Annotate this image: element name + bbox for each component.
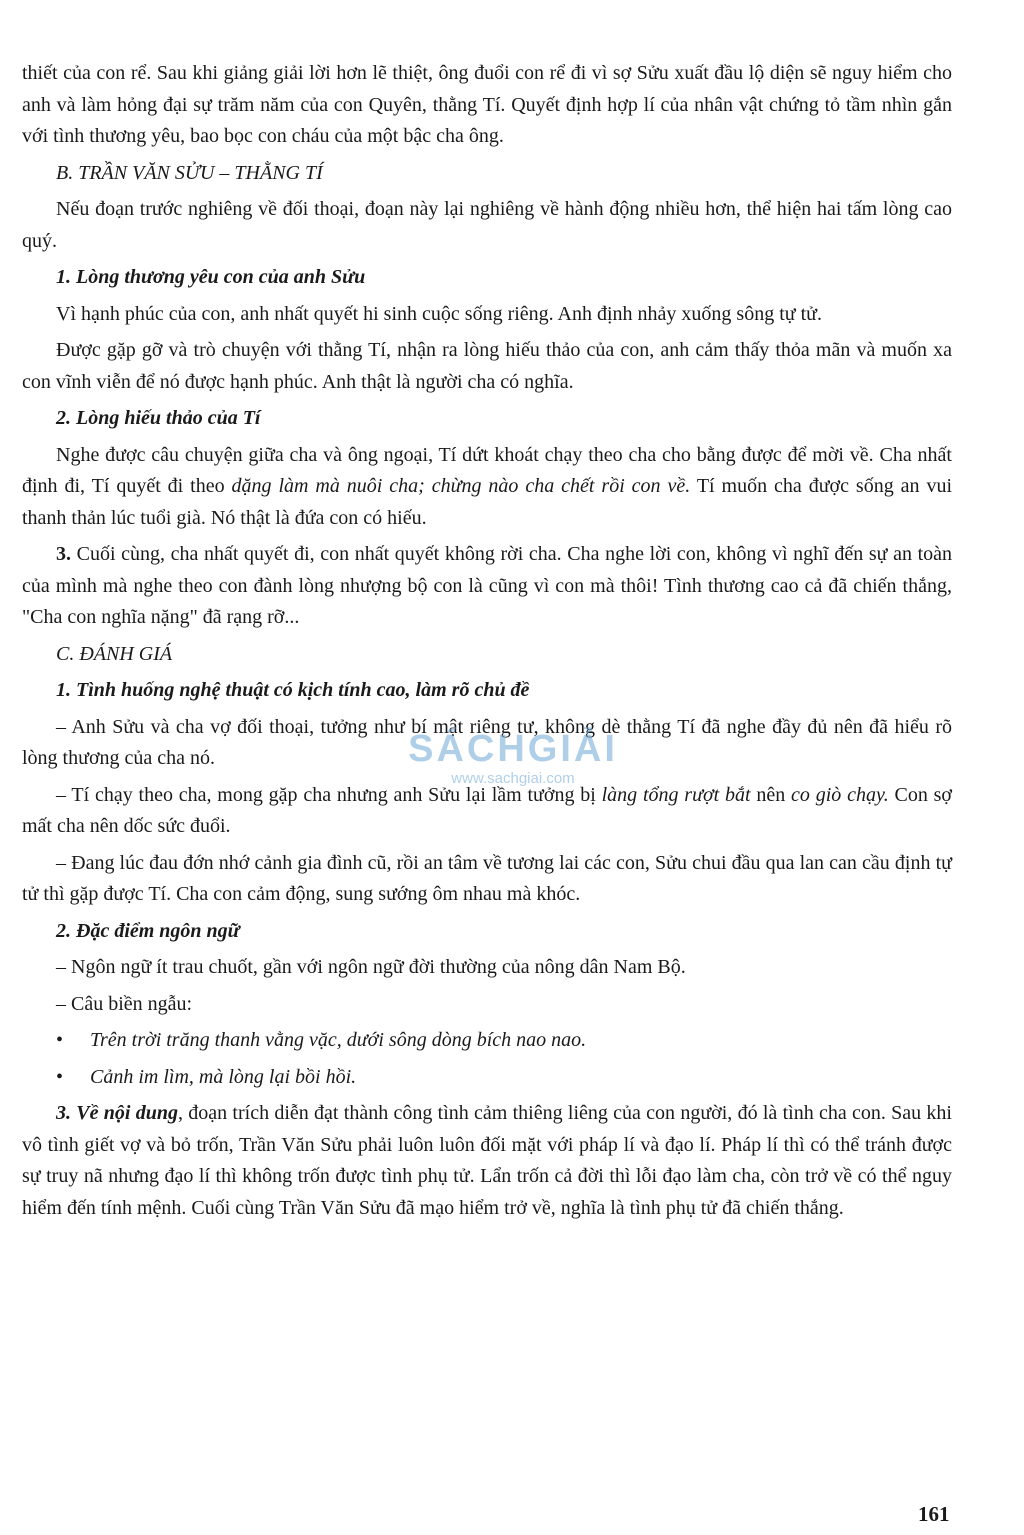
text-run: Tí muốn cha được sống an vui thanh thản lúc tuổi già. Nó thật là đứa con có hiếu. xyxy=(22,475,952,529)
quote-italic: co giò chạy. xyxy=(791,783,889,806)
dash-item-5: – Câu biền ngẫu: xyxy=(56,992,193,1015)
bullet-text: Trên trời trăng thanh vằng vặc, dưới sông dòng bích nao nao. xyxy=(90,1029,587,1051)
page-number: 161 xyxy=(918,1502,950,1526)
text-run: , đoạn trích diễn đạt thành công tình cảm thiêng liêng của con người, đó là tình cha con. Sau khi vô tình giết vợ và bỏ trốn, Trần Văn Sửu phải luôn luôn đối mặt với pháp lí và đạo lí. Pháp lí thì có thể tránh được sự truy nã nhưng đạo lí thì không trốn được tình phụ tử. Lẩn trốn cả đời thì lỗi đạo làm cha, còn trở về có thể nguy hiểm đến tính mệnh. Cuối cùng Trần Văn Sửu đã mạo hiểm trở về, nghĩa là tình phụ tử đã chiến thắng. xyxy=(22,1102,952,1219)
paragraph-b2 xyxy=(22,440,952,535)
watermark-url: www.sachgiai.com xyxy=(451,770,575,787)
dash-item-4: – Ngôn ngữ ít trau chuốt, gần với ngôn ngữ đời thường của nông dân Nam Bộ. xyxy=(56,956,686,978)
dash-item-2 xyxy=(22,780,952,843)
paragraph-c3 xyxy=(22,1098,952,1224)
bullet-item-1 xyxy=(22,1025,952,1057)
inline-heading: 3. Về nội dung xyxy=(56,1102,178,1124)
quote-italic: làng tổng rượt bắt xyxy=(601,783,751,806)
dash-item-1: – Anh Sửu và cha vợ đối thoại, tưởng như bí mật riêng tư, không dè thằng Tí đã nghe đầy đủ nên đã hiểu rõ lòng thương của cha nó. xyxy=(22,715,952,769)
paragraph-intro: thiết của con rể. Sau khi giảng giải lời hơn lẽ thiệt, ông đuổi con rể đi vì sợ Sửu xuất đầu lộ diện sẽ nguy hiểm cho anh và làm hỏng đại sự trăm năm của con Quyên, thằng Tí. Quyết định hợp lí của nhân vật chứng tỏ tầm nhìn gắn với tình thương yêu, bao bọc con cháu của một bậc cha ông. xyxy=(22,62,952,147)
bullet-icon: • xyxy=(56,1065,64,1088)
subheading-c1: 1. Tình huống nghệ thuật có kịch tính cao, làm rõ chủ đề xyxy=(56,679,530,701)
section-heading-b: B. TRẦN VĂN SỬU – THẰNG TÍ xyxy=(56,161,323,184)
bullet-icon: • xyxy=(56,1029,64,1051)
text-run: Nghe được câu chuyện giữa cha và ông ngoại, Tí dứt khoát chạy theo cha cho bằng được để mời về. Cha nhất định đi, Tí quyết đi theo xyxy=(22,443,952,497)
text-run: nên xyxy=(750,783,792,806)
section-heading-c: C. ĐÁNH GIÁ xyxy=(56,642,173,665)
paragraph-b1-2: Được gặp gỡ và trò chuyện với thằng Tí, nhận ra lòng hiếu thảo của con, anh cảm thấy thỏa mãn và muốn xa con vĩnh viễn để nó được hạnh phúc. Anh thật là người cha có nghĩa. xyxy=(22,339,952,393)
text-run: – Tí chạy theo cha, mong gặp cha nhưng anh Sửu lại lầm tưởng bị xyxy=(56,783,602,806)
paragraph-b3 xyxy=(22,539,952,634)
text-run: Cuối cùng, cha nhất quyết đi, con nhất quyết không rời cha. Cha nghe lời con, không vì nghĩ đến sự an toàn của mình mà nghe theo con đành lòng nhượng bộ con là cũng vì con mà thôi! Tình thương cao cả đã chiến thắng, "Cha con nghĩa nặng" đã rạng rỡ... xyxy=(22,543,952,628)
watermark-logo: SÁCHGIẢI xyxy=(408,728,618,770)
paragraph-b1-1: Vì hạnh phúc của con, anh nhất quyết hi sinh cuộc sống riêng. Anh định nhảy xuống sông tự tử. xyxy=(56,302,823,325)
quote-italic: dặng làm mà nuôi cha; chừng nào cha chết rồi con về. xyxy=(231,475,691,497)
subheading-c2: 2. Đặc điểm ngôn ngữ xyxy=(56,919,240,942)
item-number: 3. xyxy=(56,543,71,565)
subheading-b1: 1. Lòng thương yêu con của anh Sửu xyxy=(56,266,366,288)
page-body xyxy=(22,58,952,1224)
bullet-item-2 xyxy=(22,1062,952,1094)
bullet-text: Cảnh im lìm, mà lòng lại bồi hồi. xyxy=(90,1065,357,1088)
watermark xyxy=(408,728,618,788)
subheading-b2: 2. Lòng hiếu thảo của Tí xyxy=(56,407,261,429)
text-run: Con sợ mất cha nên dốc sức đuổi. xyxy=(22,783,952,837)
paragraph-b-intro: Nếu đoạn trước nghiêng về đối thoại, đoạn này lại nghiêng về hành động nhiều hơn, thể hiện hai tấm lòng cao quý. xyxy=(22,198,952,252)
dash-item-3: – Đang lúc đau đớn nhớ cảnh gia đình cũ, rồi an tâm về tương lai các con, Sửu chui đầu qua lan can cầu định tự tử thì gặp được Tí. Cha con cảm động, sung sướng ôm nhau mà khóc. xyxy=(22,851,952,905)
